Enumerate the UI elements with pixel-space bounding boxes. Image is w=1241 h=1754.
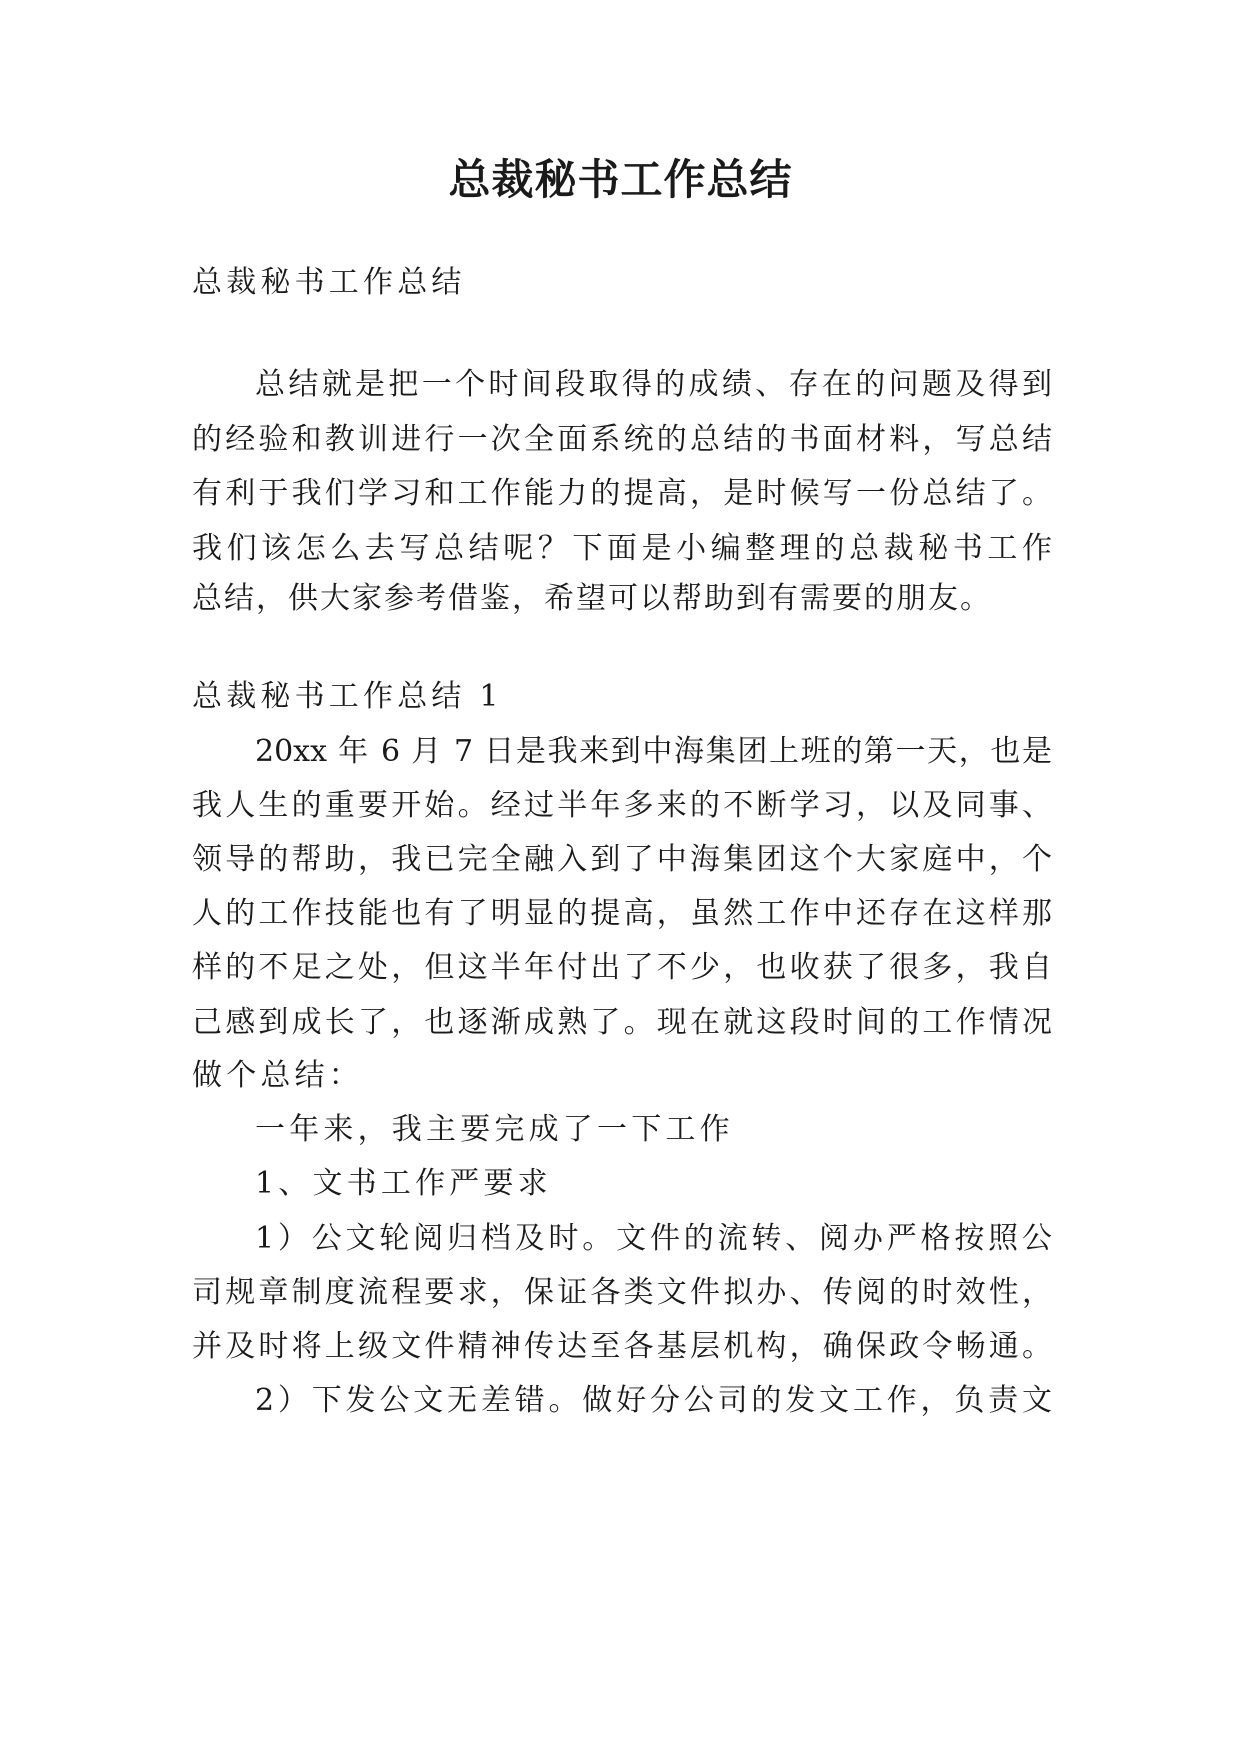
paragraph-line: 己感到成长了，也逐渐成熟了。现在就这段时间的工作情况 (192, 1005, 1052, 1040)
section-heading: 总裁秘书工作总结 1 (192, 679, 503, 714)
intro-line: 我们该怎么去写总结呢？下面是小编整理的总裁秘书工作 (192, 531, 1052, 566)
work-intro: 一年来，我主要完成了一下工作 (255, 1112, 734, 1147)
paragraph-line: 我人生的重要开始。经过半年多来的不断学习，以及同事、 (192, 788, 1052, 823)
paragraph-line: 人的工作技能也有了明显的提高，虽然工作中还存在这样那 (192, 896, 1052, 931)
paragraph-line: 并及时将上级文件精神传达至各基层机构，确保政令畅通。 (192, 1329, 1052, 1364)
paragraph-line: 样的不足之处，但这半年付出了不少，也收获了很多，我自 (192, 950, 1052, 985)
paragraph-line: 2）下发公文无差错。做好分公司的发文工作，负责文 (255, 1383, 1052, 1418)
document-title: 总裁秘书工作总结 (448, 155, 793, 204)
intro-line: 总结，供大家参考借鉴，希望可以帮助到有需要的朋友。 (192, 581, 992, 616)
paragraph-line: 司规章制度流程要求，保证各类文件拟办、传阅的时效性， (192, 1275, 1052, 1310)
paragraph-line: 20xx 年 6 月 7 日是我来到中海集团上班的第一天，也是 (255, 734, 1052, 769)
paragraph-line: 领导的帮助，我已完全融入到了中海集团这个大家庭中，个 (192, 842, 1052, 877)
intro-line: 总结就是把一个时间段取得的成绩、存在的问题及得到 (255, 367, 1052, 402)
intro-line: 有利于我们学习和工作能力的提高，是时候写一份总结了。 (192, 476, 1052, 511)
paragraph-line: 做个总结： (192, 1058, 363, 1093)
document-subtitle: 总裁秘书工作总结 (192, 265, 466, 300)
intro-line: 的经验和教训进行一次全面系统的总结的书面材料，写总结 (192, 422, 1052, 457)
list-item-heading: 1、文书工作严要求 (255, 1166, 552, 1201)
paragraph-line: 1）公文轮阅归档及时。文件的流转、阅办严格按照公 (255, 1221, 1052, 1256)
